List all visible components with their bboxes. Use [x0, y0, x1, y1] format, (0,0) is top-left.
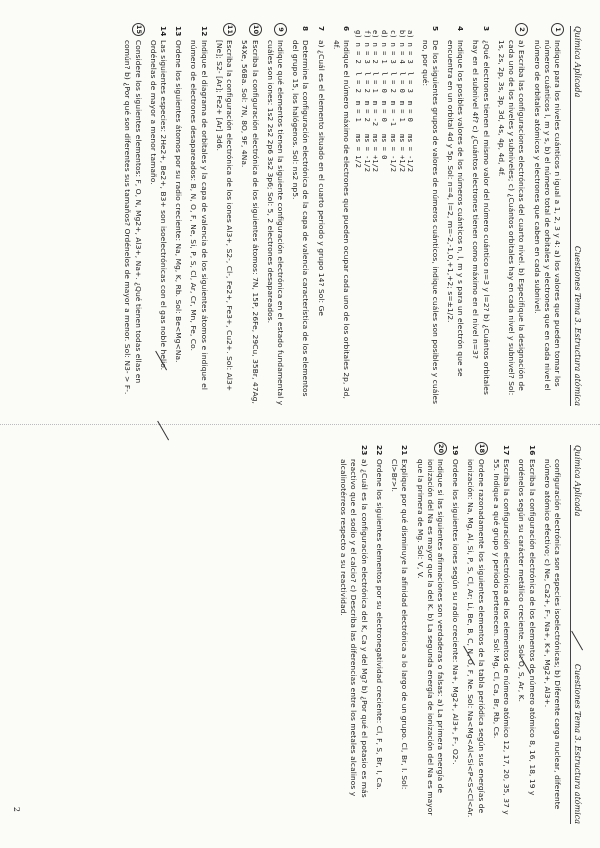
- question-item: [148, 26, 168, 406]
- question-text: Escriba la configuración electrónica de los siguientes átomos: 7N, 15P, 26Fe, 29Cu, 35Br, 47Ag, 54Xe, 56Ba. Sol: 7N, 8O, 9F, 4Na.: [240, 40, 260, 404]
- question-text: Ordene los siguientes átomos por su radio creciente: Na, Mg, K, Rb. Sol: Be<Mg<Na.: [174, 40, 184, 363]
- question-item: [290, 26, 310, 406]
- question-item: [214, 26, 234, 406]
- table-row: [397, 30, 406, 180]
- table-cell: l = 2: [362, 71, 371, 93]
- question-number: 3: [481, 26, 491, 32]
- table-cell: ms = -1/2: [388, 134, 397, 173]
- question-item: [315, 26, 325, 406]
- question-number: 6: [342, 26, 352, 32]
- question-number: 14: [159, 26, 169, 37]
- table-cell: l = 0: [397, 71, 406, 93]
- table-cell: ms = +1/2: [371, 134, 380, 173]
- table-cell: ms = +1/2: [397, 134, 406, 173]
- question-text: Indique los posibles valores de los números cuánticos n, l, m y s para un electrón que se encuentra en un orbital 4d y 5p. Sol: n=4, l=2, m=-2,-1,0,+1,+2; s=±1/2.: [446, 40, 466, 377]
- question-number: 22: [374, 445, 384, 456]
- left-question-list-2: [122, 26, 351, 406]
- circled-question-number: 10: [249, 23, 262, 36]
- table-cell: l = 2: [353, 71, 362, 93]
- table-cell: e) n = 2: [371, 30, 380, 64]
- question-text: Ordene los siguientes iones según su radio creciente: Na+, Mg2+, Al3+, F-, O2-.: [451, 459, 461, 765]
- question-item: [496, 26, 527, 406]
- question-item: [419, 26, 439, 406]
- table-cell: ms = -1/2: [362, 134, 371, 173]
- question-text: Considere los siguientes elementos: F, O, N, Mg2+, Al3+, Na+. ¿Qué tienen todas ellas en común? b) ¿Por qué son diferentes sus tamaños? Ordénelos de mayor a menor. Sol: N3- > F-.: [123, 40, 143, 395]
- left-header-author: Química Aplicada: [573, 26, 582, 98]
- table-cell: a) n = 3: [406, 30, 415, 64]
- question-item: [338, 445, 369, 824]
- question-text: Ordene razonadamente los siguientes elementos de la tabla periódica según sus energías de ionización: Na, Mg, Al, Si, P, S, Cl, Ar; Li, Be, B, C, N, O, F, Ne. Sol: Na<Mg<Al<Si<P<S<Cl<Ar.: [466, 459, 486, 818]
- question-number: 8: [301, 26, 311, 32]
- table-cell: m = 0: [406, 100, 415, 122]
- table-cell: d) n = 1: [380, 30, 389, 64]
- table-cell: l = 0: [380, 71, 389, 93]
- question-text: Escriba la configuración electrónica de los elementos de número atómico 8, 16, 18, 19 y ordénelos según su carácter metálico creciente. Sol: O, S, Ar, K.: [517, 459, 537, 796]
- table-cell: f) n = 3: [362, 30, 371, 64]
- circled-question-number: 15: [132, 23, 145, 36]
- question-item: [516, 445, 536, 824]
- table-cell: m = 0: [380, 100, 389, 122]
- question-item: [445, 26, 465, 406]
- question-text: De los siguientes grupos de valores de números cuánticos, indique cuáles son posibles y cuáles no, por qué:: [420, 40, 440, 405]
- table-cell: m = 2: [362, 100, 371, 122]
- right-question-list: [338, 445, 562, 824]
- question-item: [188, 26, 208, 406]
- question-text: a) ¿Cuál es el elemento situado en el cuarto periodo y grupo 14? Sol: Ge: [316, 40, 326, 317]
- question-number: 7: [316, 26, 326, 32]
- left-question-list: [419, 26, 562, 406]
- question-item: [239, 26, 259, 406]
- question-text: configuración electrónica son especies isoelectrónicas; b) Diferente carga nuclear, diferente número atómico efectivo; c) Ne, Ca2+, F-, Na+, K+, Mg2+, Al3+.: [542, 459, 562, 810]
- question-text: Escriba la configuración electrónica de los elementos de número atómico 12, 17, 20, 35, 37 y 55. Indique a qué grupo y periodo pertenecen. Sol: Mg, Cl, Ca, Br, Rb, Cs.: [491, 459, 512, 815]
- table-row: [406, 30, 415, 180]
- question-number: 16: [527, 445, 537, 456]
- question-text: Determine la configuración electrónica de la capa de valencia característica de los elementos del grupo 15, los halógenos. Sol: ns2 np5.: [291, 40, 311, 397]
- question-item: [531, 26, 562, 406]
- question-number: 13: [174, 26, 184, 37]
- question-text: Indique qué elementos tienen la siguiente configuración electrónica en el estado fundamental y cuáles son iones: 1s2 2s2 2p6 3s2 3p6; Sol: 5, 2 electrones desapareados.: [265, 40, 286, 406]
- question-text: Escriba la configuración electrónica de los iones Al3+, S2-, Cl-, Fe2+, Fe3+, Cu2+. Sol: Al3+ [Ne]; S2- [Ar]; Fe2+ [Ar] 3d6.: [214, 40, 235, 392]
- question-text: Explique por qué disminuye la afinidad electrónica a lo largo de un grupo. Cl, Br, I. Sol: Cl>Br>I.: [390, 459, 410, 790]
- circled-question-number: 11: [223, 23, 236, 36]
- circled-question-number: 1: [551, 23, 564, 36]
- table-cell: ms = 0: [380, 134, 389, 160]
- table-cell: m = -1: [388, 100, 397, 127]
- question-number: 12: [199, 26, 209, 37]
- question-item: [173, 26, 183, 406]
- question-item: [331, 26, 351, 406]
- question-number: 4: [456, 26, 466, 32]
- circled-question-number: 20: [434, 442, 447, 455]
- table-row: [388, 30, 397, 180]
- question-number: 23: [359, 445, 369, 456]
- question-item: [470, 26, 490, 406]
- question-item: [389, 445, 409, 824]
- table-cell: b) n = 4: [397, 30, 406, 64]
- question-text: a) Escriba las configuraciones electrónicas del cuarto nivel. b) Especifique la designación de cada uno de los niveles y subniveles; c) ¿Cuántos orbitales hay en cada nivel y subnivel? Sol: 1s, 2s, 2p, 3s, 3p, 3d, 4s, 4p, 4d, 4f.: [496, 40, 527, 396]
- question-item: [465, 445, 485, 824]
- table-cell: g) n = 2: [353, 30, 362, 64]
- question-item: [122, 26, 142, 406]
- table-cell: m = -2: [371, 100, 380, 127]
- question-text: Ordene los siguientes elementos por su electronegatividad creciente: Cl, F, S, Br, I, Ca.: [374, 459, 384, 790]
- table-cell: l = 2: [388, 71, 397, 93]
- circled-question-number: 2: [515, 23, 528, 36]
- table-row: [362, 30, 371, 180]
- right-header-author: Química Aplicada: [573, 445, 582, 517]
- table-cell: m = 1: [353, 100, 362, 122]
- table-row: [379, 30, 388, 180]
- question-item: [491, 445, 511, 824]
- question-text: ¿Qué electrones tienen el mismo valor del número cuántico n=3 y l=2? b) ¿Cuántos orbitales hay en el subnivel 4f? c) ¿Cuántos electrones tienen como máximo en el nivel n=3?: [471, 40, 491, 395]
- question-item: [414, 445, 445, 824]
- question-text: Indique para los niveles cuánticos n igual a 1, 2, 3 y 4: a) los valores que pueden tomar los números cuánticos l, m y s, b) el número total de orbitales y electrones que en cada nivel el número de orbitales atómicos y electrones que caben en cada subnivel.: [532, 40, 562, 391]
- table-cell: ms = 1/2: [353, 134, 362, 168]
- question-item: [542, 445, 562, 824]
- right-column: [0, 424, 600, 848]
- question-item: [265, 26, 285, 406]
- circled-question-number: 9: [274, 23, 287, 36]
- left-header: [570, 26, 582, 406]
- question-number: 19: [451, 445, 461, 456]
- table-cell: c) n = 3: [388, 30, 397, 64]
- question-item: [374, 445, 384, 824]
- question-number: 21: [400, 445, 410, 456]
- table-cell: m = 1: [397, 100, 406, 122]
- question-item: [450, 445, 460, 824]
- table-cell: ms = -1/2: [406, 134, 415, 173]
- question-text: Indique si las siguientes afirmaciones son verdaderas o falsas: a) La primera energía de ionización del Na es mayor que la del K. b) La segunda energía de ionización del Na es mayor que la primera de Mg. Sol: V, V.: [415, 459, 446, 816]
- table-cell: l = 3: [406, 71, 415, 93]
- question-text: Indique el diagrama de orbitales y la capa de valencia de los siguientes átomos e indique el número de electrones desapareados: B, N, O, F, Ne, Si, P, S, Cl, Ar, Cr, Mn, Fe, Co.: [189, 40, 209, 391]
- quantum-numbers-table: [353, 30, 414, 180]
- left-header-title: Cuestiones Tema 3. Estructura atómica: [573, 245, 582, 406]
- question-text: Las siguientes especies: 2He2+, Be2+, B3+ son isoelectrónicas con el gas noble helio. Ordénelas de mayor a menor tamaño.: [148, 40, 169, 371]
- table-row: [353, 30, 362, 180]
- question-number: 5: [430, 26, 440, 32]
- question-text: a) ¿Cuál es la configuración electrónica del K, Ca y del Mg? b) ¿Por qué el potasio es más reactivo que el sodio y el calcio? c) Describa las diferencias entre los metales alcalinos y alcalinotérreos respecto a su reactividad.: [339, 459, 369, 798]
- question-number: 17: [502, 445, 512, 456]
- table-row: [371, 30, 380, 180]
- question-text: Indique el número máximo de electrones que pueden ocupar cada uno de los orbitales 2p, 3d, 4f.: [331, 40, 352, 399]
- circled-question-number: 18: [475, 442, 488, 455]
- right-header-title: Cuestiones Tema 3. Estructura atómica: [573, 663, 582, 824]
- table-cell: l = 1: [371, 71, 380, 93]
- page-number: 2: [12, 806, 21, 812]
